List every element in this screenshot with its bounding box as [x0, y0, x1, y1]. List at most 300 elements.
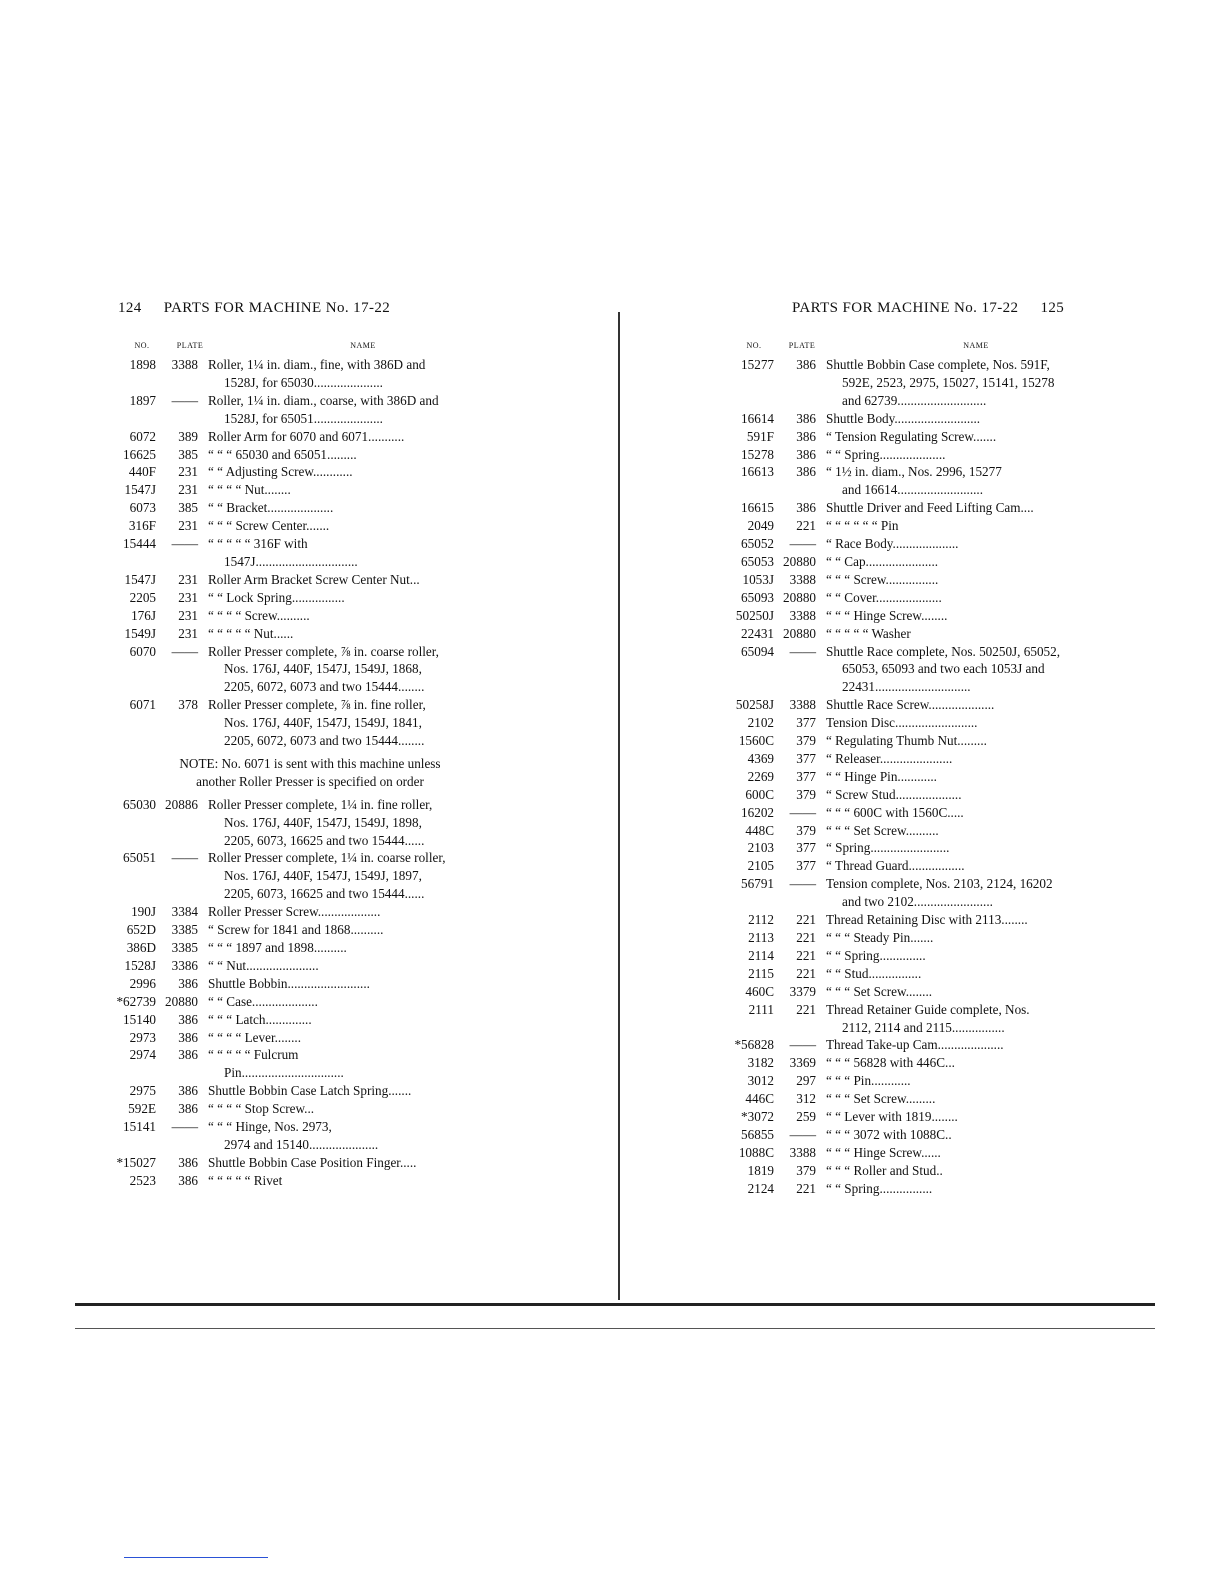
- plate-number: 386: [796, 446, 816, 462]
- part-name: [826, 607, 1126, 625]
- parts-list-row: [730, 553, 1126, 571]
- parts-list-row: [730, 696, 1126, 714]
- part-number: 15141: [123, 1119, 156, 1135]
- part-name-line: “ “ “ “ Lever........: [208, 1029, 301, 1045]
- column-header-name: NAME: [350, 341, 376, 350]
- part-name-line: “ “ Nut......................: [208, 957, 319, 973]
- part-name: [826, 553, 1126, 571]
- part-name-line: 592E, 2523, 2975, 15027, 15141, 15278: [842, 374, 1055, 390]
- note: [112, 755, 508, 791]
- plate-number: 3369: [789, 1055, 816, 1071]
- part-number: 65093: [741, 589, 774, 605]
- part-number: 2102: [747, 715, 774, 731]
- part-name-line: “ “ “ Hinge Screw......: [826, 1144, 941, 1160]
- plate-number: 377: [796, 840, 816, 856]
- part-number: *56828: [734, 1037, 774, 1053]
- part-name: [826, 463, 1126, 499]
- part-name: [826, 1090, 1126, 1108]
- part-name: [826, 929, 1126, 947]
- plate-number: 231: [178, 589, 198, 605]
- plate-number: 386: [796, 357, 816, 372]
- plate-number: 386: [796, 464, 816, 480]
- parts-list-row: [730, 643, 1126, 697]
- parts-list-row: [730, 607, 1126, 625]
- part-name-line: “ Race Body....................: [826, 536, 959, 552]
- part-name: [208, 446, 508, 464]
- page-number: 124: [118, 300, 142, 316]
- part-number: 15444: [123, 536, 156, 552]
- plate-number: 221: [796, 1180, 816, 1196]
- part-name: [208, 463, 508, 481]
- parts-list-row: [730, 625, 1126, 643]
- part-number: 6072: [129, 428, 156, 444]
- part-name: [208, 1011, 508, 1029]
- part-name: [208, 571, 508, 589]
- part-name-line: 1528J, for 65030.....................: [224, 374, 383, 390]
- part-name-line: “ Screw Stud....................: [826, 786, 962, 802]
- plate-number: ——: [171, 643, 198, 659]
- parts-list-row: [112, 481, 508, 499]
- parts-list-row: [112, 1029, 508, 1047]
- part-name-line: Thread Retainer Guide complete, Nos.: [826, 1001, 1030, 1017]
- part-name-line: “ “ Adjusting Screw............: [208, 464, 353, 480]
- parts-list-row: [730, 535, 1126, 553]
- part-name-line: Roller Presser complete, ⅞ in. fine roller,: [208, 697, 426, 713]
- plate-number: 385: [178, 446, 198, 462]
- parts-list-row: [112, 643, 508, 697]
- part-name: [208, 921, 508, 939]
- part-name-line: Nos. 176J, 440F, 1547J, 1549J, 1841,: [224, 715, 422, 731]
- part-name-line: “ Spring........................: [826, 840, 950, 856]
- parts-list-row: [730, 714, 1126, 732]
- parts-list-row: [112, 1046, 508, 1082]
- part-number: 2996: [129, 975, 156, 991]
- part-name-line: and 16614..........................: [842, 482, 984, 498]
- plate-number: 377: [796, 858, 816, 874]
- part-name-line: Roller, 1¼ in. diam., fine, with 386D and: [208, 357, 426, 372]
- parts-list-row: [112, 517, 508, 535]
- part-name: [208, 903, 508, 921]
- part-name-line: Thread Retaining Disc with 2113........: [826, 912, 1028, 928]
- plate-number: 20880: [783, 553, 816, 569]
- parts-list-row: [730, 983, 1126, 1001]
- page-title: PARTS FOR MACHINE No. 17-22: [792, 300, 1019, 316]
- plate-number: ——: [171, 850, 198, 866]
- part-name: [208, 1029, 508, 1047]
- part-number: 16614: [741, 410, 774, 426]
- part-number: 1560C: [738, 733, 774, 749]
- part-name-line: “ “ Lever with 1819........: [826, 1109, 958, 1125]
- part-name-line: Thread Take-up Cam....................: [826, 1037, 1004, 1053]
- part-name: [826, 911, 1126, 929]
- parts-list-row: [730, 499, 1126, 517]
- part-number: 600C: [745, 786, 774, 802]
- plate-number: 3386: [171, 957, 198, 973]
- part-name-line: “ “ “ “ Stop Screw...: [208, 1101, 315, 1117]
- parts-list-row: [730, 768, 1126, 786]
- parts-list-row: [730, 1054, 1126, 1072]
- part-number: 16202: [741, 804, 774, 820]
- part-number: 1547J: [124, 482, 156, 498]
- part-name: [826, 857, 1126, 875]
- plate-number: 386: [178, 1154, 198, 1170]
- plate-number: 379: [796, 733, 816, 749]
- part-number: 6070: [129, 643, 156, 659]
- part-name-line: “ “ “ Set Screw.........: [826, 1091, 936, 1107]
- part-number: 15278: [741, 446, 774, 462]
- plate-number: 20886: [165, 796, 198, 812]
- part-number: 65030: [123, 796, 156, 812]
- part-name-line: Roller Presser complete, 1¼ in. coarse roller,: [208, 850, 446, 866]
- part-number: 1898: [129, 357, 156, 372]
- plate-number: ——: [789, 1037, 816, 1053]
- part-name-line: “ “ “ 3072 with 1088C..: [826, 1126, 952, 1142]
- plate-number: 377: [796, 750, 816, 766]
- part-number: *3072: [741, 1109, 774, 1125]
- parts-list-row: [730, 1072, 1126, 1090]
- plate-number: ——: [789, 643, 816, 659]
- parts-list-row: [730, 839, 1126, 857]
- parts-list-row: [112, 939, 508, 957]
- part-name-line: Shuttle Bobbin Case Position Finger.....: [208, 1154, 417, 1170]
- page-title: PARTS FOR MACHINE No. 17-22: [163, 300, 391, 316]
- plate-number: 221: [796, 965, 816, 981]
- plate-number: 386: [178, 1172, 198, 1188]
- part-name-line: “ “ “ 1897 and 1898..........: [208, 940, 347, 955]
- parts-list-row: [112, 696, 508, 750]
- part-name-line: 2205, 6073, 16625 and two 15444......: [224, 832, 425, 848]
- plate-number: 386: [178, 1011, 198, 1027]
- plate-number: 297: [796, 1073, 816, 1089]
- part-number: 592E: [128, 1101, 156, 1117]
- link-underline: [124, 1557, 268, 1558]
- part-name-line: 65053, 65093 and two each 1053J and: [842, 661, 1045, 677]
- plate-number: 221: [796, 518, 816, 534]
- part-name-line: Shuttle Bobbin.........................: [208, 975, 370, 991]
- part-name: [208, 535, 508, 571]
- part-name: [208, 428, 508, 446]
- part-number: 1528J: [124, 957, 156, 973]
- part-number: 16625: [123, 446, 156, 462]
- part-name-line: “ “ “ “ “ Rivet: [208, 1172, 283, 1188]
- part-name: [826, 1144, 1126, 1162]
- plate-number: 20880: [165, 993, 198, 1009]
- part-name-line: “ “ Cover....................: [826, 589, 942, 605]
- part-number: 3182: [747, 1055, 774, 1071]
- part-number: 1053J: [742, 571, 774, 587]
- part-name: [208, 696, 508, 750]
- parts-list-row: [112, 625, 508, 643]
- parts-list-row: [112, 957, 508, 975]
- part-name-line: “ “ “ Roller and Stud..: [826, 1162, 943, 1178]
- part-name-line: “ “ “ 65030 and 65051.........: [208, 446, 357, 462]
- part-name: [826, 965, 1126, 983]
- part-name-line: Roller Presser complete, 1¼ in. fine roller,: [208, 796, 433, 812]
- parts-list-row: [112, 463, 508, 481]
- part-name-line: “ “ “ “ “ 316F with: [208, 536, 308, 552]
- part-name: [208, 957, 508, 975]
- part-name: [826, 804, 1126, 822]
- parts-list-row: [730, 1180, 1126, 1198]
- plate-number: 20880: [783, 589, 816, 605]
- part-number: 1897: [129, 392, 156, 408]
- parts-list-row: [112, 975, 508, 993]
- parts-list-row: [730, 589, 1126, 607]
- plate-number: 3384: [171, 904, 198, 920]
- part-name: [826, 1126, 1126, 1144]
- plate-number: 259: [796, 1109, 816, 1125]
- parts-list-row: [730, 786, 1126, 804]
- parts-list-row: [730, 446, 1126, 464]
- part-number: 440F: [128, 464, 156, 480]
- part-name: [208, 975, 508, 993]
- part-name: [208, 643, 508, 697]
- part-name: [826, 1036, 1126, 1054]
- part-name: [208, 1118, 508, 1154]
- plate-number: 231: [178, 571, 198, 587]
- part-number: 316F: [128, 518, 156, 534]
- parts-list-row: [112, 903, 508, 921]
- part-number: 2523: [129, 1172, 156, 1188]
- part-name-line: “ “ “ Latch..............: [208, 1011, 312, 1027]
- parts-list-row: [730, 947, 1126, 965]
- part-name: [208, 939, 508, 957]
- parts-list-row: [112, 589, 508, 607]
- part-name: [208, 1172, 508, 1190]
- parts-list-row: [112, 849, 508, 903]
- plate-number: 378: [178, 697, 198, 713]
- bottom-rule: [75, 1328, 1155, 1329]
- part-name: [208, 356, 508, 392]
- part-name-line: Roller Arm for 6070 and 6071...........: [208, 428, 405, 444]
- part-number: 2105: [747, 858, 774, 874]
- part-name-line: “ “ “ “ Nut........: [208, 482, 291, 498]
- part-name-line: “ “ Case....................: [208, 993, 318, 1009]
- parts-list-row: [730, 750, 1126, 768]
- part-number: 65094: [741, 643, 774, 659]
- column-headers: [732, 341, 1124, 350]
- plate-number: 221: [796, 1001, 816, 1017]
- part-number: 591F: [746, 428, 774, 444]
- plate-number: 386: [796, 410, 816, 426]
- part-number: 190J: [131, 904, 156, 920]
- part-name-line: “ “ “ 56828 with 446C...: [826, 1055, 955, 1071]
- plate-number: 20880: [783, 625, 816, 641]
- part-name: [208, 481, 508, 499]
- part-name-line: “ “ “ “ “ Nut......: [208, 625, 294, 641]
- part-name-line: “ Tension Regulating Screw.......: [826, 428, 997, 444]
- part-number: 3012: [747, 1073, 774, 1089]
- note-line: NOTE: No. 6071 is sent with this machine unless: [179, 755, 441, 771]
- part-name-line: “ “ Spring....................: [826, 446, 946, 462]
- plate-number: 3388: [789, 697, 816, 713]
- parts-list-row: [730, 1162, 1126, 1180]
- part-name-line: 2112, 2114 and 2115................: [842, 1019, 1005, 1035]
- part-name: [826, 1108, 1126, 1126]
- part-name-line: 2205, 6073, 16625 and two 15444......: [224, 886, 425, 902]
- parts-list-row: [112, 1172, 508, 1190]
- part-name-line: Shuttle Bobbin Case complete, Nos. 591F,: [826, 357, 1050, 372]
- parts-list-row: [730, 804, 1126, 822]
- part-number: 1088C: [738, 1144, 774, 1160]
- parts-list-row: [112, 571, 508, 589]
- plate-number: 231: [178, 625, 198, 641]
- part-name-line: “ “ Spring..............: [826, 947, 926, 963]
- parts-list-row: [112, 392, 508, 428]
- part-name: [826, 517, 1126, 535]
- part-number: 16615: [741, 500, 774, 516]
- plate-number: 386: [796, 500, 816, 516]
- part-name: [826, 947, 1126, 965]
- part-name-line: Nos. 176J, 440F, 1547J, 1549J, 1868,: [224, 661, 422, 677]
- parts-list-row: [730, 965, 1126, 983]
- plate-number: 231: [178, 464, 198, 480]
- part-number: *62739: [116, 993, 156, 1009]
- plate-number: 3388: [789, 607, 816, 623]
- running-head: [792, 300, 1122, 317]
- plate-number: 385: [178, 500, 198, 516]
- part-name: [826, 714, 1126, 732]
- parts-list-row: [112, 993, 508, 1011]
- part-name: [208, 1046, 508, 1082]
- parts-list-row: [730, 1126, 1126, 1144]
- plate-number: ——: [789, 1126, 816, 1142]
- part-name: [826, 1054, 1126, 1072]
- plate-number: 231: [178, 518, 198, 534]
- part-name-line: “ “ “ Set Screw..........: [826, 822, 939, 838]
- parts-list-row: [730, 1090, 1126, 1108]
- part-number: 65051: [123, 850, 156, 866]
- part-name-line: Roller, 1¼ in. diam., coarse, with 386D and: [208, 392, 439, 408]
- part-number: 2974: [129, 1047, 156, 1063]
- parts-list-row: [730, 571, 1126, 589]
- plate-number: 386: [178, 1047, 198, 1063]
- part-name-line: 1547J...............................: [224, 553, 358, 569]
- part-name-line: “ “ Spring................: [826, 1180, 933, 1196]
- part-name: [208, 1154, 508, 1172]
- part-name: [826, 875, 1126, 911]
- part-name-line: “ “ “ Hinge Screw........: [826, 607, 948, 623]
- plate-number: 386: [178, 1083, 198, 1099]
- parts-list-row: [112, 607, 508, 625]
- plate-number: 389: [178, 428, 198, 444]
- part-name: [208, 625, 508, 643]
- part-name: [826, 428, 1126, 446]
- part-number: 2205: [129, 589, 156, 605]
- part-name-line: “ “ “ “ Screw..........: [208, 607, 310, 623]
- part-name: [208, 993, 508, 1011]
- part-name: [208, 796, 508, 850]
- part-name: [826, 1072, 1126, 1090]
- bottom-rule: [75, 1303, 1155, 1306]
- parts-list-row: [112, 1154, 508, 1172]
- plate-number: 377: [796, 768, 816, 784]
- part-name-line: Shuttle Bobbin Case Latch Spring.......: [208, 1083, 412, 1099]
- part-number: 15277: [741, 357, 774, 372]
- part-name-line: 2205, 6072, 6073 and two 15444........: [224, 679, 425, 695]
- part-number: 56855: [741, 1126, 774, 1142]
- plate-number: 386: [178, 975, 198, 991]
- part-name: [826, 750, 1126, 768]
- part-name-line: “ “ “ Screw................: [826, 571, 939, 587]
- part-name: [826, 1162, 1126, 1180]
- part-number: 2113: [748, 930, 774, 945]
- part-name: [826, 732, 1126, 750]
- plate-number: 386: [796, 428, 816, 444]
- column-header-no: NO.: [746, 341, 762, 350]
- part-name-line: “ “ Stud................: [826, 965, 922, 981]
- part-name-line: “ “ Hinge Pin............: [826, 768, 937, 784]
- part-name-line: “ Releaser......................: [826, 750, 953, 766]
- part-number: 1819: [747, 1162, 774, 1178]
- parts-list-row: [112, 499, 508, 517]
- plate-number: 221: [796, 912, 816, 928]
- part-number: *15027: [116, 1154, 156, 1170]
- part-name-line: “ “ “ “ “ “ Pin: [826, 518, 899, 534]
- part-name: [826, 446, 1126, 464]
- parts-list-row: [730, 428, 1126, 446]
- part-number: 2115: [748, 965, 774, 981]
- parts-list-row: [730, 517, 1126, 535]
- part-name: [826, 410, 1126, 428]
- part-name-line: “ “ “ “ “ Washer: [826, 625, 911, 641]
- column-headers: [120, 341, 510, 350]
- part-name-line: 2205, 6072, 6073 and two 15444........: [224, 733, 425, 749]
- parts-list-row: [112, 1082, 508, 1100]
- part-number: 6073: [129, 500, 156, 516]
- plate-number: 379: [796, 786, 816, 802]
- part-name: [826, 499, 1126, 517]
- part-name-line: and two 2102........................: [842, 894, 993, 910]
- part-number: 56791: [741, 876, 774, 892]
- running-head: [118, 300, 448, 317]
- part-name-line: 2974 and 15140.....................: [224, 1136, 379, 1152]
- part-number: 386D: [126, 940, 156, 955]
- part-name-line: 1528J, for 65051.....................: [224, 410, 383, 426]
- part-number: 176J: [131, 607, 156, 623]
- part-number: 65052: [741, 536, 774, 552]
- part-name: [826, 1001, 1126, 1037]
- part-name-line: Roller Presser Screw...................: [208, 904, 381, 920]
- part-name-line: Shuttle Driver and Feed Lifting Cam....: [826, 500, 1034, 516]
- plate-number: 3385: [171, 940, 198, 955]
- parts-list-row: [730, 911, 1126, 929]
- parts-list-row: [112, 1118, 508, 1154]
- part-number: 446C: [745, 1091, 774, 1107]
- part-name: [826, 786, 1126, 804]
- column-header-plate: PLATE: [176, 341, 204, 350]
- part-name-line: “ “ “ Screw Center.......: [208, 518, 330, 534]
- plate-number: 3388: [171, 357, 198, 372]
- part-name-line: “ “ “ “ “ Fulcrum: [208, 1047, 299, 1063]
- part-name: [826, 535, 1126, 553]
- part-name: [826, 696, 1126, 714]
- part-name-line: “ “ Cap......................: [826, 553, 939, 569]
- part-name: [826, 983, 1126, 1001]
- part-number: 2049: [747, 518, 774, 534]
- plate-number: 379: [796, 1162, 816, 1178]
- parts-list-row: [112, 1011, 508, 1029]
- plate-number: 3388: [789, 571, 816, 587]
- parts-list-row: [112, 921, 508, 939]
- parts-list-row: [112, 1100, 508, 1118]
- part-name: [208, 392, 508, 428]
- part-number: 50250J: [735, 607, 774, 623]
- part-number: 2973: [129, 1029, 156, 1045]
- part-name: [826, 839, 1126, 857]
- parts-list-row: [730, 732, 1126, 750]
- part-name-line: and 62739...........................: [842, 392, 987, 408]
